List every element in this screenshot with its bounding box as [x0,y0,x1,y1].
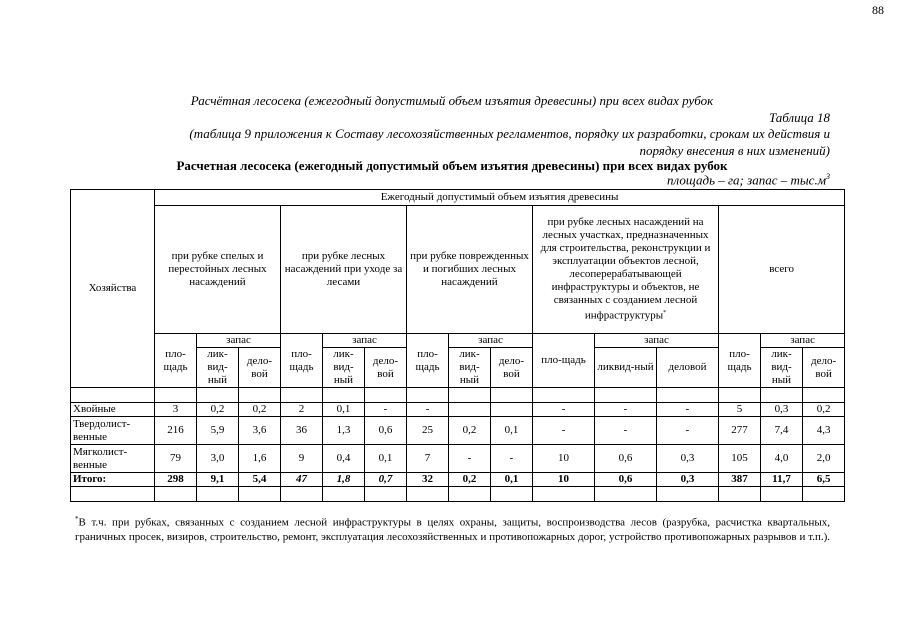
header-business: дело-вой [365,348,407,388]
header-liquid: ликвид-ный [595,348,657,388]
cell: 9 [281,445,323,473]
cell: - [595,417,657,445]
cell: - [365,403,407,417]
cell: 1,8 [323,473,365,487]
header-stock: запас [761,334,845,348]
cell: 387 [719,473,761,487]
header-liquid: лик-вид-ный [449,348,491,388]
cell: 0,2 [197,403,239,417]
header-farms: Хозяйства [71,190,155,388]
cell: 1,3 [323,417,365,445]
cell: 25 [407,417,449,445]
cell: 7,4 [761,417,803,445]
units-note: площадь – га; запас – $тыс.м^3$ [667,172,830,188]
cell: 4,3 [803,417,845,445]
header-group-mature: при рубке спелых и перестойных лесных насаждений [155,206,281,334]
header-annual: Ежегодный допустимый объем изъятия древесины [155,190,845,206]
header-area: пло-щадь [281,334,323,388]
cell: 0,3 [761,403,803,417]
header-stock: запас [595,334,719,348]
annex-line-2: порядку внесения в них изменений) [639,143,830,158]
header-business: дело-вой [239,348,281,388]
cell: 0,4 [323,445,365,473]
header-liquid: лик-вид-ный [761,348,803,388]
header-business: дело-вой [803,348,845,388]
cell: 5,9 [197,417,239,445]
cell: - [657,417,719,445]
header-area: пло-щадь [155,334,197,388]
table-row [71,403,845,417]
header-liquid: лик-вид-ный [197,348,239,388]
cell: 10 [533,473,595,487]
cell: 4,0 [761,445,803,473]
cell: 11,7 [761,473,803,487]
cell: 2,0 [803,445,845,473]
header-business: дело-вой [491,348,533,388]
header-stock: запас [449,334,533,348]
cell: 6,5 [803,473,845,487]
annex-note [100,125,830,159]
cell: 5,4 [239,473,281,487]
cell: 0,3 [657,445,719,473]
header-liquid: лик-вид-ный [323,348,365,388]
header-group-total: всего [719,206,845,334]
cell: 298 [155,473,197,487]
cell: 0,6 [365,417,407,445]
cell: 7 [407,445,449,473]
cell: 2 [281,403,323,417]
cell: 32 [407,473,449,487]
cell: 0,6 [595,445,657,473]
header-area: пло-щадь [407,334,449,388]
cell: 3,0 [197,445,239,473]
table-title: Расчетная лесосека (ежегодный допустимый объем изъятия древесины) при всех видах рубок [176,158,728,173]
header-stock: запас [323,334,407,348]
cell: 0,6 [595,473,657,487]
cell: 10 [533,445,595,473]
table-row [71,445,845,473]
row-name: Твердолист-венные [71,417,155,445]
cell: 3,6 [239,417,281,445]
page-number: 88 [872,3,884,17]
total-row [71,473,845,487]
caption: Расчётная лесосека (ежегодный допустимый объем изъятия древесины) при всех видах рубок [190,93,714,108]
header-group-damaged: при рубке поврежденных и погибших лесных насаждений [407,206,533,334]
allowable-cut-table [70,189,845,502]
cell: 0,1 [323,403,365,417]
cell: - [657,403,719,417]
table-number: Таблица 18 [768,110,830,125]
cell: 0,1 [491,417,533,445]
cell: 0,3 [657,473,719,487]
cell: - [491,445,533,473]
header-group-infrastructure: при рубке лесных насаждений на лесных участках, предназначенных для строительства, реконструкции и эксплуатации объектов лесной, лесоперерабатывающей инфраструктуры и объектов, не связанных с созданием лесной инфраструктуры* [533,206,719,334]
row-name: Хвойные [71,403,155,417]
cell: - [449,445,491,473]
footnote: *В т.ч. при рубках, связанных с созданием лесной инфраструктуры в целях охраны, защиты, воспроизводства лесов (разрубка, расчистка квартальных, граничных просек, визиров, строительство, ремонт, эксплуатация лесохозяйственных и противопожарных дорог, устройство противопожарных разрывов и т.п.). [75,515,830,543]
cell: 5 [719,403,761,417]
cell: 1,6 [239,445,281,473]
blank-row [71,487,845,502]
cell: - [533,403,595,417]
cell: 0,2 [239,403,281,417]
cell: 216 [155,417,197,445]
cell: 277 [719,417,761,445]
total-label: Итого: [71,473,155,487]
cell: 3 [155,403,197,417]
table-row [71,417,845,445]
header-area: пло-щадь [533,334,595,388]
cell [449,403,491,417]
cell: 0,7 [365,473,407,487]
header-group-thinning: при рубке лесных насаждений при уходе за лесами [281,206,407,334]
cell: 79 [155,445,197,473]
cell: 0,1 [491,473,533,487]
cell [491,403,533,417]
blank-row [71,388,845,403]
cell: 0,2 [449,417,491,445]
cell: - [407,403,449,417]
cell: - [533,417,595,445]
cell: 0,1 [365,445,407,473]
cell: 0,2 [803,403,845,417]
header-area: пло-щадь [719,334,761,388]
annex-line-1: (таблица 9 приложения к Составу лесохозяйственных регламентов, порядку их разработки, срокам их действия и [189,126,830,141]
row-name: Мягколист-венные [71,445,155,473]
header-business: деловой [657,348,719,388]
cell: 105 [719,445,761,473]
cell: - [595,403,657,417]
cell: 47 [281,473,323,487]
header-stock: запас [197,334,281,348]
cell: 0,2 [449,473,491,487]
cell: 9,1 [197,473,239,487]
cell: 36 [281,417,323,445]
